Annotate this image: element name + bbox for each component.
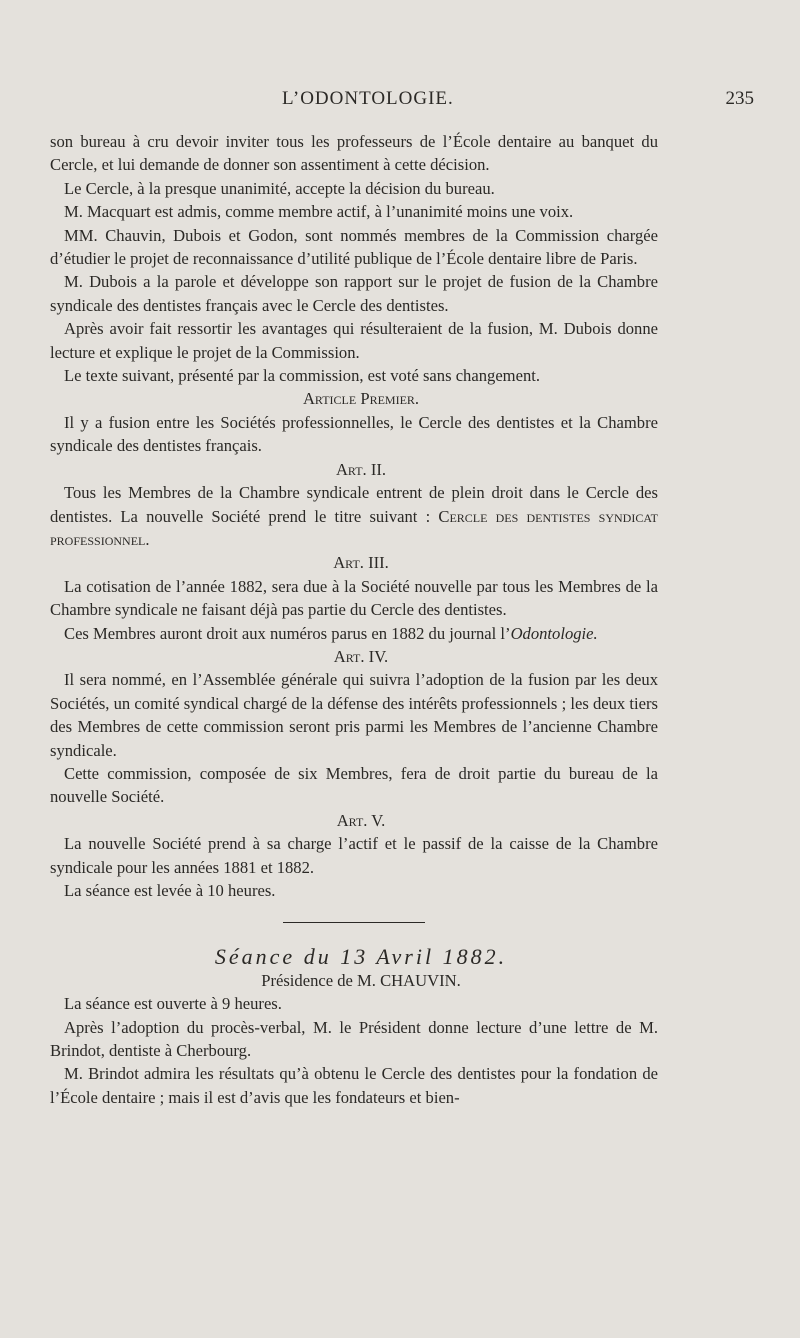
article-text: Cette commission, composée de six Membres, fera de droit partie du bureau de la nouvelle Société. [50,763,658,807]
paragraph: Le Cercle, à la presque unanimité, accepte la décision du bureau. [64,178,495,198]
closing-line: La séance est levée à 10 heures. [64,881,276,900]
session-title: Séance du 13 Avril 1882. [214,944,508,970]
article-text [50,622,658,645]
running-title: L’ODONTOLOGIE. [282,88,454,109]
article-heading: Art. III. [333,553,389,573]
section-divider [283,922,425,923]
society-new-title: Cercle des dentistes syndicat professionnel. [50,506,658,549]
paragraph: son bureau à cru devoir inviter tous les professeurs de l’École dentaire au banquet du Cercle, et lui demande de donner son assentiment à cette décision. [50,132,658,175]
article-heading: Art. II. [335,459,387,479]
paragraph: M. Brindot admira les résultats qu’à obtenu le Cercle des dentistes pour la fondation de l’École dentaire ; mais il est d’avis que les fondateurs et bien- [50,1064,658,1107]
page-number: 235 [725,88,754,109]
session-presidence: Présidence de M. CHAUVIN. [261,970,461,990]
paragraph: M. Dubois a la parole et développe son rapport sur le projet de fusion de la Chambre syndicale des dentistes français avec le Cercle des dentistes. [50,272,658,315]
article-text: La nouvelle Société prend à sa charge l’actif et le passif de la caisse de la Chambre syndicale pour les années 1881 et 1882. [50,834,658,877]
paragraph: La séance est ouverte à 9 heures. [64,994,282,1014]
body-text [50,130,658,1109]
article-text: La cotisation de l’année 1882, sera due à la Société nouvelle par tous les Membres de la Chambre syndicale ne faisant déjà pas partie du Cercle des dentistes. [50,576,658,620]
paragraph: Le texte suivant, présenté par la commission, est voté sans changement. [64,366,541,386]
paragraph: Après avoir fait ressortir les avantages qui résulteraient de la fusion, M. Dubois donne lecture et explique le projet de la Commission. [50,319,658,362]
paragraph: M. Macquart est admis, comme membre actif, à l’unanimité moins une voix. [64,202,574,222]
article-text: Il y a fusion entre les Sociétés professionnelles, le Cercle des dentistes et la Chambre syndicale des dentistes français. [50,412,658,456]
journal-name: Odontologie. [510,623,598,643]
paragraph: MM. Chauvin, Dubois et Godon, sont nommés membres de la Commission chargée d’étudier le projet de reconnaissance d’utilité publique de l’École dentaire libre de Paris. [50,225,658,269]
article-text-body: Ces Membres auront droit aux numéros parus en 1882 du journal l’ [64,623,511,643]
paragraph: Après l’adoption du procès-verbal, M. le Président donne lecture d’une lettre de M. Brindot, dentiste à Cherbourg. [50,1017,658,1061]
article-heading: Article Premier. [302,389,420,409]
article-text: Il sera nommé, en l’Assemblée générale qui suivra l’adoption de la fusion par les deux Sociétés, un comité syndical chargé de la défense des intérêts professionnels ; les deux tiers des Membres de cette commission seront pris parmi les Membres de l’ancienne Chambre syndicale. [50,670,658,760]
article-heading: Art. IV. [333,646,389,666]
article-heading: Art. V. [336,810,386,830]
article-text-body: Tous les Membres de la Chambre syndicale entrent de plein droit dans le Cercle des dentistes. La nouvelle Société prend le titre suivant : [50,483,658,526]
article-text [50,481,658,551]
page-header [50,88,754,118]
